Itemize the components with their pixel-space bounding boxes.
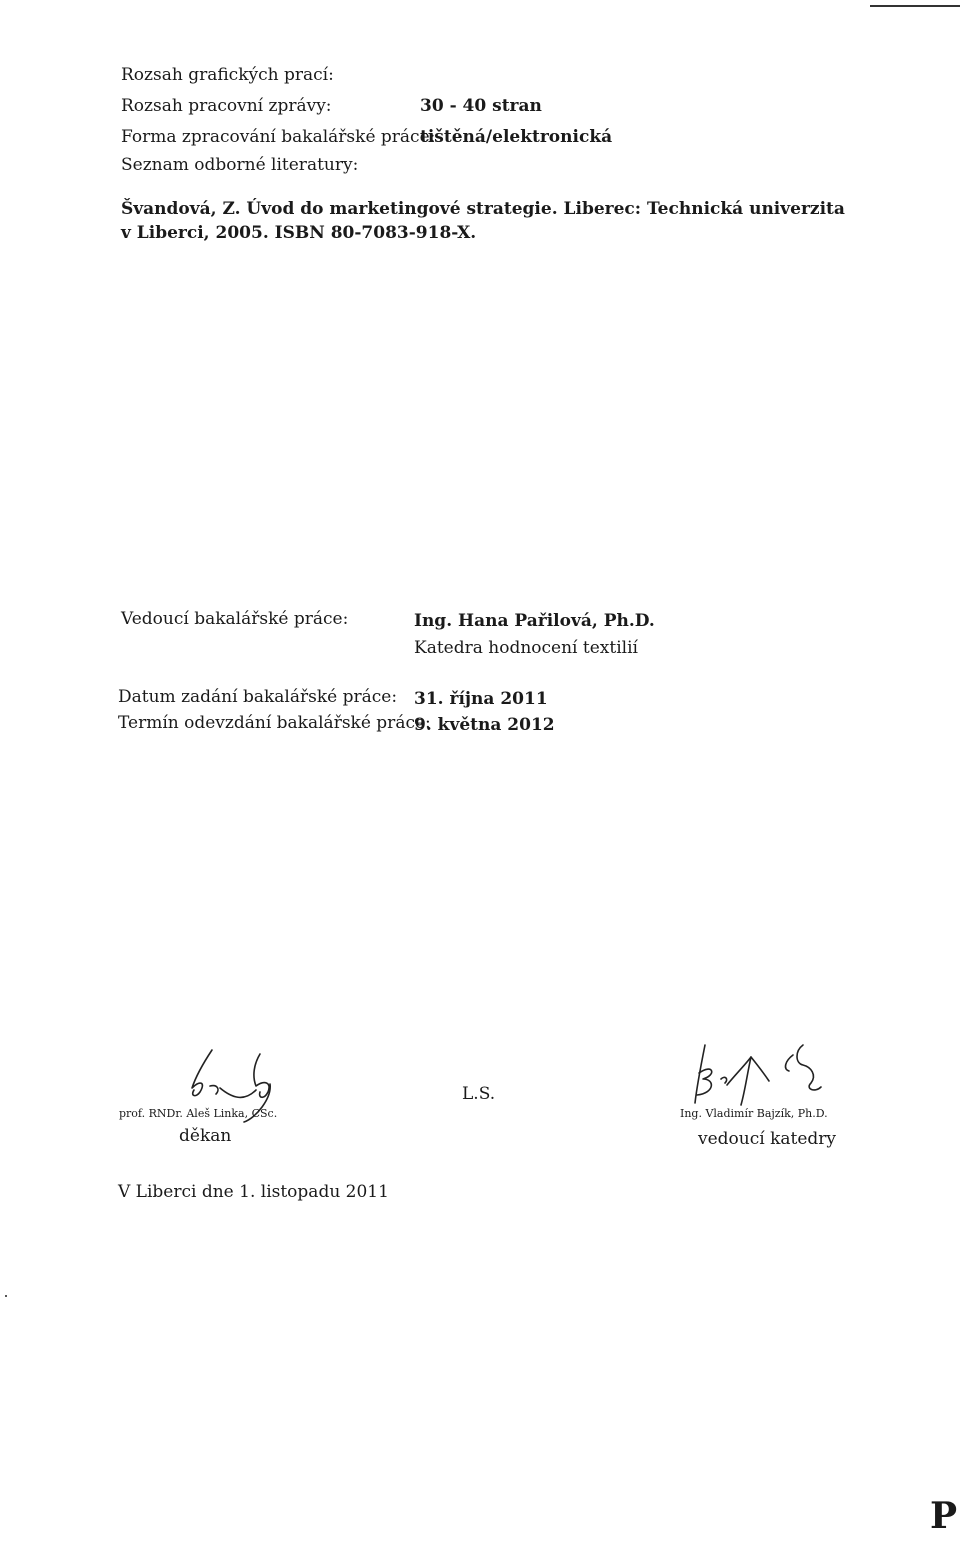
seznam-label: Seznam odborné literatury:: [121, 155, 359, 175]
seal-ls: L.S.: [462, 1084, 496, 1104]
head-title: vedoucí katedry: [698, 1129, 837, 1149]
corner-mark: P: [930, 1495, 958, 1537]
dean-name: prof. RNDr. Aleš Linka, CSc.: [119, 1107, 278, 1120]
rozsah-grafickych-label: Rozsah grafických prací:: [121, 65, 334, 85]
top-rule: [870, 5, 960, 7]
zadani-label: Datum zadání bakalářské práce:: [118, 687, 398, 707]
termin-value: 9. května 2012: [414, 715, 555, 735]
literature-line-1: Švandová, Z. Úvod do marketingové strategie. Liberec: Technická univerzita: [121, 199, 845, 219]
zadani-value: 31. října 2011: [414, 689, 548, 709]
supervisor-name: Ing. Hana Pařilová, Ph.D.: [414, 611, 655, 631]
dean-title: děkan: [179, 1126, 232, 1146]
supervisor-department: Katedra hodnocení textilií: [414, 638, 638, 658]
forma-label: Forma zpracování bakalářské práce:: [121, 127, 436, 147]
scan-speck: [5, 1295, 7, 1297]
place-date: V Liberci dne 1. listopadu 2011: [118, 1182, 389, 1202]
forma-value: tištěná/elektronická: [420, 127, 613, 147]
rozsah-zpravy-value: 30 - 40 stran: [420, 96, 542, 116]
termin-label: Termín odevzdání bakalářské práce:: [118, 713, 431, 733]
literature-line-2: v Liberci, 2005. ISBN 80-7083-918-X.: [121, 223, 477, 243]
rozsah-zpravy-label: Rozsah pracovní zprávy:: [121, 96, 332, 116]
head-name: Ing. Vladimír Bajzík, Ph.D.: [680, 1107, 828, 1120]
head-signature: [685, 1035, 835, 1115]
supervisor-label: Vedoucí bakalářské práce:: [121, 609, 349, 629]
